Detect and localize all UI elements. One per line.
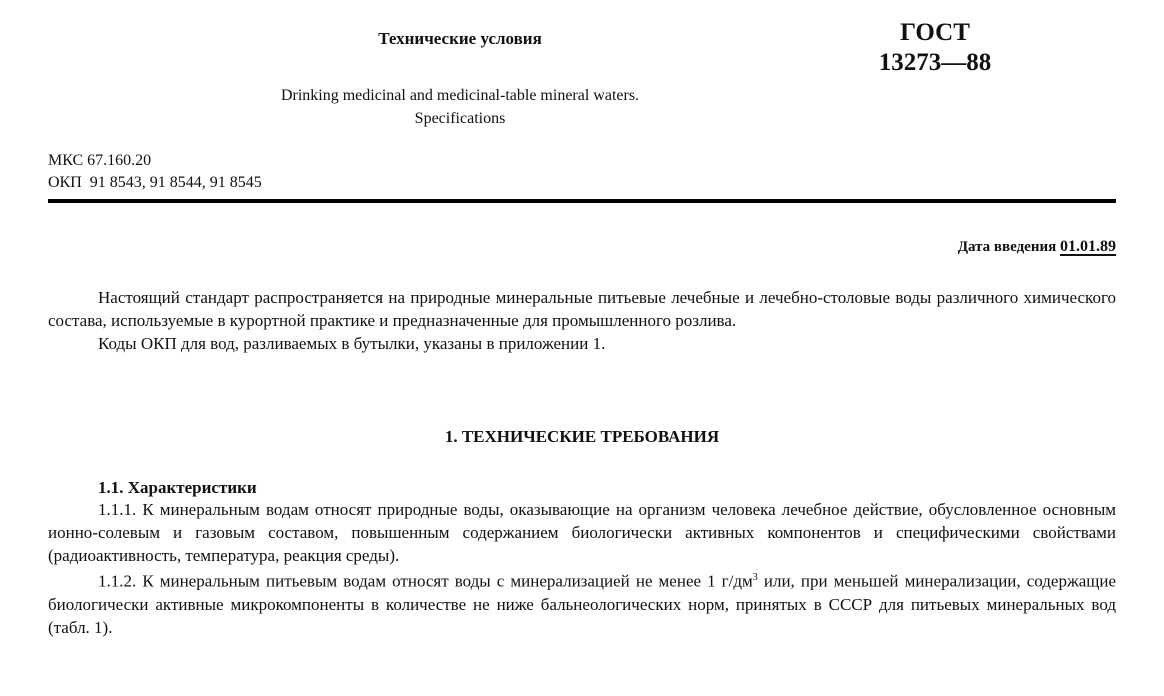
section-heading: 1. ТЕХНИЧЕСКИЕ ТРЕБОВАНИЯ [444,427,720,446]
english-title [0,84,920,130]
date-label: Дата введения [957,239,1057,255]
subsection-heading: 1.1. Характеристики [98,478,257,497]
introduction-date [958,238,1116,256]
english-title-line1: Drinking medicinal and medicinal-table mineral waters. [280,87,640,104]
paragraph-1-1-1: 1.1.1. К минеральным водам относят природные воды, оказывающие на организм человека лечебное действие, обусловленное основным ионно-солевым и газовым составом, повышенным содержанием биологически активных компонентов и специфическими свойствами (радиоактивность, температура, реакция среды). [48,500,1116,565]
paragraph-1-1-2-start: 1.1.2. К минеральным питьевым водам относят воды с минерализацией не менее 1 г/дм [98,572,753,592]
gost-designation [820,18,1050,78]
paragraph-1-1-2 [48,567,1116,639]
classification-codes [48,150,262,194]
superscript: 3 [752,572,758,584]
gost-label: ГОСТ [900,19,970,46]
mks-code: МКС 67.160.20 [48,152,152,169]
document-title: Технические условия [378,29,542,48]
section-body [48,499,1116,639]
gost-number: 13273—88 [878,49,992,76]
paragraph-1-1-2-end: или, при меньшей минерализации, содержащие биологически активные микрокомпоненты в количестве не ниже бальнеологических норм, принятых в СССР для питьевых минеральных вод (табл. 1). [48,572,1117,637]
english-title-line2: Specifications [414,110,506,127]
intro-section [48,287,1116,355]
intro-paragraph: Настоящий стандарт распространяется на природные минеральные питьевые лечебные и лечебно-столовые воды различного химического состава, используемые в курортной практике и предназначенные для промышленного розлива. [48,288,1116,330]
intro-okp-paragraph: Коды ОКП для вод, разливаемых в бутылки, указаны в приложении 1. [98,333,606,353]
header-rule [48,199,1116,203]
date-value: 01.01.89 [1060,238,1116,255]
okp-code: ОКП 91 8543, 91 8544, 91 8545 [48,174,262,191]
